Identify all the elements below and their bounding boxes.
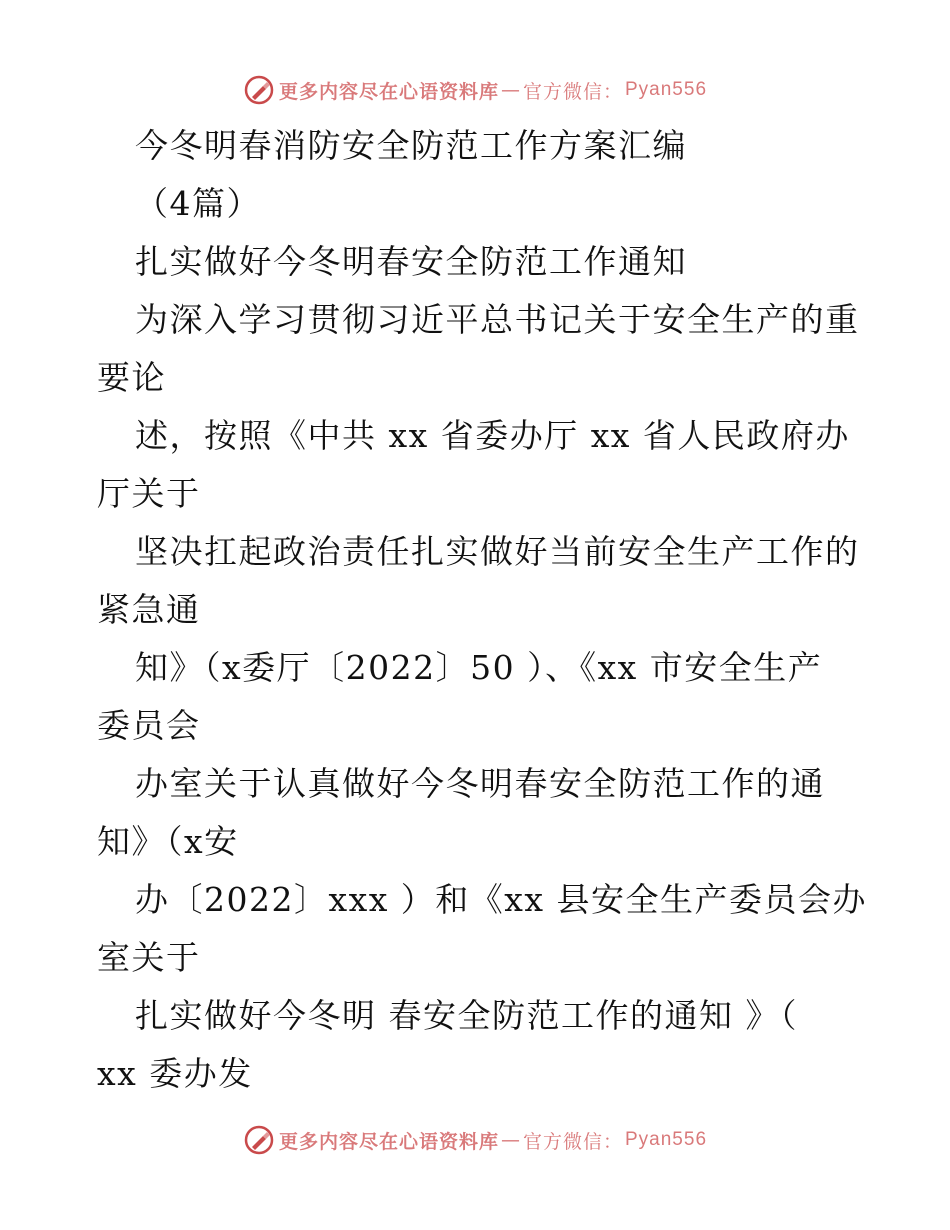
paragraph-line: xx 委办发 <box>97 1054 253 1093</box>
paragraph-line: 办室关于认真做好今冬明春安全防范工作的通 <box>135 764 825 803</box>
watermark-contact: 官方微信： <box>522 1130 623 1153</box>
watermark-brand: 更多内容尽在心语资料库 <box>278 1130 499 1153</box>
pen-logo-icon <box>243 74 275 106</box>
section-heading: 扎实做好今冬明春安全防范工作通知 <box>135 242 687 281</box>
document-title: 今冬明春消防安全防范工作方案汇编 <box>135 126 687 165</box>
paragraph-line: 为深入学习贯彻习近平总书记关于安全生产的重 <box>135 300 860 339</box>
paragraph-line: 知》（x委厅〔2022〕50 ）、《xx 市安全生产 <box>135 648 823 687</box>
header-watermark <box>0 70 950 110</box>
paragraph-line: 室关于 <box>97 938 201 977</box>
watermark-contact: 官方微信： <box>522 80 623 103</box>
document-title-count: （4篇） <box>135 184 261 223</box>
paragraph-line: 扎实做好今冬明 春安全防范工作的通知 》（ <box>135 996 798 1035</box>
paragraph-line: 知》（x安 <box>97 822 239 861</box>
footer-watermark <box>0 1120 950 1160</box>
paragraph-line: 办〔2022〕xxx ）和《xx 县安全生产委员会办 <box>135 880 868 919</box>
watermark-account: Pyan556 <box>625 79 708 100</box>
paragraph-line: 坚决扛起政治责任扎实做好当前安全生产工作的 <box>135 532 860 571</box>
paragraph-line: 厅关于 <box>97 474 201 513</box>
watermark-account: Pyan556 <box>625 1129 708 1150</box>
pen-logo-icon <box>243 1124 275 1156</box>
watermark-dash: — <box>500 79 521 101</box>
watermark-dash: — <box>500 1129 521 1151</box>
paragraph-line: 紧急通 <box>97 590 201 629</box>
paragraph-line: 委员会 <box>97 706 201 745</box>
paragraph-line: 述，按照《中共 xx 省委办厅 xx 省人民政府办 <box>135 416 850 455</box>
watermark-brand: 更多内容尽在心语资料库 <box>278 80 499 103</box>
paragraph-line: 要论 <box>97 358 166 397</box>
